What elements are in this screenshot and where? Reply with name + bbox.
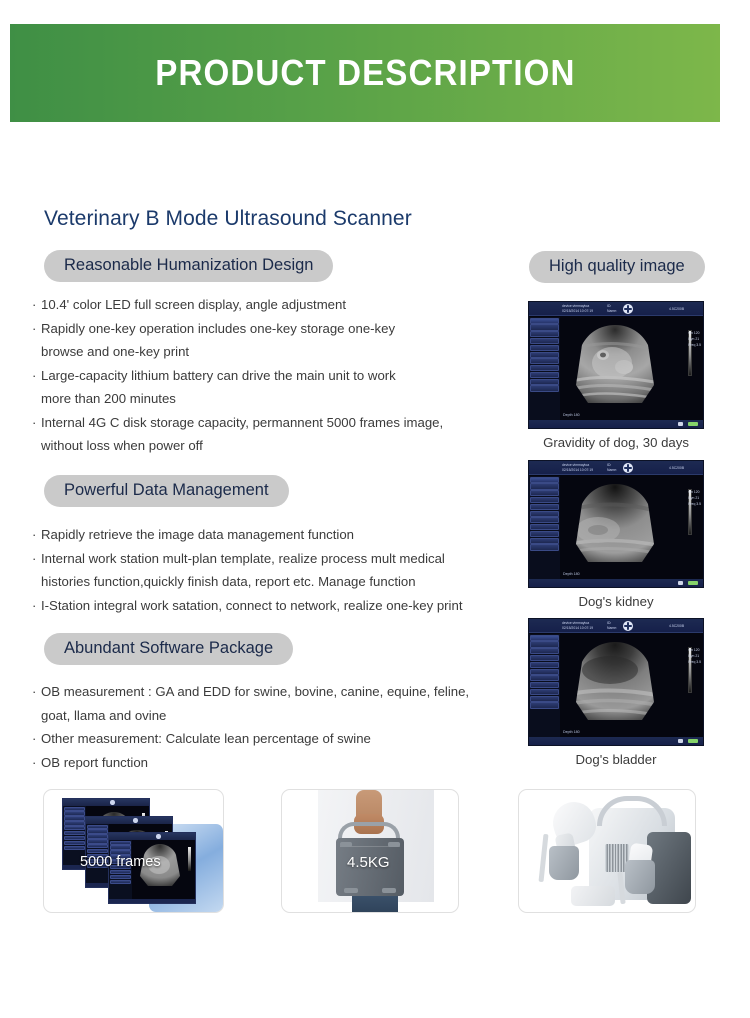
menu-row[interactable] [110, 875, 131, 879]
menu-row[interactable] [87, 834, 108, 838]
storage-frames-card [43, 789, 224, 913]
menu-row[interactable] [64, 826, 85, 830]
datetime-text: 02/15/2014 10:07:19 [562, 468, 594, 472]
probe-holder-left [549, 846, 579, 880]
bullet-marker: · [32, 320, 37, 336]
ultrasound-scan-image [560, 478, 670, 574]
grayscale-bar [188, 847, 191, 871]
menu-row[interactable] [530, 504, 559, 510]
depth-label: Depth 180 [563, 572, 580, 576]
menu-row[interactable] [530, 702, 559, 708]
menu-row[interactable] [530, 689, 559, 695]
bullet-text-cont: more than 200 minutes [41, 391, 176, 406]
product-title: Veterinary B Mode Ultrasound Scanner [44, 207, 412, 230]
bullet-item [32, 727, 502, 751]
bullet-text: Rapidly one-key operation includes one-key storage one-key [41, 320, 396, 336]
menu-row[interactable] [530, 682, 559, 688]
bullet-text-cont: browse and one-key print [41, 344, 190, 359]
bullet-marker: · [32, 731, 37, 746]
patient-id-text: ID: [607, 304, 612, 308]
ultrasound-topbar [529, 461, 703, 475]
gallery-heading [529, 251, 705, 283]
ultrasound-menu-sidebar [529, 317, 560, 420]
probe-holder-right [625, 860, 655, 894]
bullet-list-data-management [32, 523, 502, 617]
menu-row-header[interactable] [530, 477, 559, 483]
bullet-text-cont: without loss when power off [41, 438, 203, 453]
param-frequency: Freq 3.5 [688, 502, 701, 506]
menu-row[interactable] [64, 807, 85, 811]
menu-row[interactable] [530, 641, 559, 647]
scan-parameters [688, 489, 701, 507]
device-name-text: device:vimmaytoa [562, 304, 590, 308]
ultrasound-statusbar [529, 420, 703, 428]
mini-topbar [109, 833, 195, 840]
bullet-item [32, 680, 502, 727]
menu-row[interactable] [87, 829, 108, 833]
menu-row[interactable] [87, 839, 108, 843]
param-frequency: Freq 3.5 [688, 343, 701, 347]
probe-cable-left [539, 834, 549, 882]
menu-row[interactable] [530, 669, 559, 675]
bullet-marker: · [32, 367, 37, 383]
gallery-item-kidney [528, 460, 704, 609]
bullet-marker: · [32, 684, 37, 699]
ultrasound-statusbar [529, 579, 703, 587]
battery-icon [688, 422, 698, 426]
menu-row[interactable] [530, 490, 559, 496]
menu-row[interactable] [110, 845, 131, 849]
case-foot-left [344, 888, 358, 893]
gallery-item-bladder [528, 618, 704, 767]
manufacturer-logo-icon [133, 818, 138, 823]
status-indicator-icon [678, 739, 683, 743]
menu-row[interactable] [530, 352, 559, 358]
bullet-text: Internal work station mult-plan template, realize process mult medical [41, 550, 445, 566]
probe-model-text: 4.5C200B [669, 307, 685, 311]
mini-topbar [86, 817, 172, 824]
bullet-text: Large-capacity lithium battery can drive the main unit to work [41, 367, 396, 383]
gallery-pill-label: High quality image [529, 251, 705, 283]
status-indicator-icon [678, 581, 683, 585]
section-pill-label: Powerful Data Management [44, 475, 289, 507]
menu-row[interactable] [530, 385, 559, 391]
datetime-text: 02/15/2014 10:07:19 [562, 309, 594, 313]
menu-row[interactable] [64, 821, 85, 825]
menu-row[interactable] [530, 379, 559, 385]
menu-row[interactable] [530, 483, 559, 489]
machine-carry-handle [597, 796, 667, 826]
bullet-text-cont: histories function,quickly finish data, report etc. Manage function [41, 574, 416, 589]
menu-row[interactable] [110, 870, 131, 874]
ultrasound-screenshot [528, 460, 704, 588]
bullet-item [32, 547, 502, 594]
section-pill-label: Abundant Software Package [44, 633, 293, 665]
status-indicator-icon [678, 422, 683, 426]
mini-topbar [63, 799, 149, 806]
page-header-banner [10, 24, 720, 122]
ultrasound-scan-image [560, 636, 670, 732]
param-dynamic-range: Dyn 21 [688, 337, 700, 341]
menu-row[interactable] [530, 497, 559, 503]
menu-row[interactable] [64, 811, 85, 815]
manufacturer-logo-icon [156, 834, 161, 839]
manufacturer-logo-icon [623, 463, 633, 473]
menu-row[interactable] [530, 531, 559, 537]
menu-row[interactable] [530, 517, 559, 523]
param-gain: Gn 120 [688, 490, 700, 494]
bullet-list-software-package [32, 680, 502, 774]
menu-row[interactable] [64, 831, 85, 835]
param-dynamic-range: Dyn 21 [688, 496, 700, 500]
menu-row[interactable] [530, 524, 559, 530]
bullet-text: OB measurement : GA and EDD for swine, bovine, canine, equine, feline, [41, 684, 470, 699]
bullet-text: Rapidly retrieve the image data management function [41, 527, 355, 542]
case-foot-right [382, 888, 396, 893]
gallery-caption: Dog's bladder [575, 752, 657, 767]
menu-row-header[interactable] [530, 635, 559, 641]
patient-name-text: Name: [607, 468, 617, 472]
section-heading-humanization [44, 250, 333, 282]
menu-row[interactable] [530, 648, 559, 654]
menu-row[interactable] [87, 849, 108, 853]
device-name-text: device:vimmaytoa [562, 463, 590, 467]
bullet-item [32, 594, 502, 618]
ultrasound-screenshot [528, 301, 704, 429]
scan-parameters [688, 330, 701, 348]
probes-card [518, 789, 696, 913]
menu-row[interactable] [64, 846, 85, 850]
manufacturer-logo-icon [110, 800, 115, 805]
menu-row[interactable] [64, 816, 85, 820]
menu-row[interactable] [530, 345, 559, 351]
param-gain: Gn 120 [688, 648, 700, 652]
probe-model-text: 4.5C200B [669, 466, 685, 470]
menu-row[interactable] [530, 338, 559, 344]
frames-count-label: 5000 frames [80, 854, 161, 870]
bullet-item [32, 317, 502, 364]
param-dynamic-range: Dyn 21 [688, 654, 700, 658]
ultrasound-menu-sidebar [529, 476, 560, 579]
param-frequency: Freq 3.5 [688, 660, 701, 664]
menu-row[interactable] [530, 331, 559, 337]
menu-row[interactable] [87, 844, 108, 848]
gallery-caption: Dog's kidney [578, 594, 654, 609]
menu-row[interactable] [530, 358, 559, 364]
menu-row[interactable] [530, 675, 559, 681]
menu-row[interactable] [110, 841, 131, 845]
case-latch-right [388, 842, 400, 847]
manufacturer-logo-icon [623, 621, 633, 631]
bullet-text: 10.4' color LED full screen display, angle adjustment [41, 297, 347, 312]
bullet-text-cont: goat, llama and ovine [41, 707, 167, 723]
menu-row[interactable] [530, 696, 559, 702]
device-name-text: device:vimmaytoa [562, 621, 590, 625]
menu-row-header[interactable] [530, 318, 559, 324]
bullet-text: OB report function [41, 754, 149, 770]
bullet-marker: · [32, 550, 37, 566]
depth-label: Depth 180 [563, 413, 580, 417]
patient-name-text: Name: [607, 626, 617, 630]
case-latch-left [340, 842, 352, 847]
bullet-text: Internal 4G C disk storage capacity, permannent 5000 frames image, [41, 414, 444, 430]
menu-row[interactable] [530, 538, 559, 544]
param-gain: Gn 120 [688, 331, 700, 335]
section-heading-data-management [44, 475, 289, 507]
menu-row[interactable] [64, 836, 85, 840]
battery-icon [688, 581, 698, 585]
menu-row[interactable] [87, 825, 108, 829]
bullet-item [32, 523, 502, 547]
datetime-text: 02/15/2014 10:07:19 [562, 626, 594, 630]
menu-row[interactable] [530, 324, 559, 330]
bullet-marker: · [32, 597, 37, 613]
bullet-item [32, 293, 502, 317]
portable-weight-card [281, 789, 459, 913]
menu-row[interactable] [110, 880, 131, 884]
patient-id-text: ID: [607, 463, 612, 467]
probe-model-text: 4.5C200B [669, 624, 685, 628]
ultrasound-screenshot [528, 618, 704, 746]
manufacturer-logo-icon [623, 304, 633, 314]
bullet-marker: · [32, 527, 37, 542]
bullet-item [32, 411, 502, 458]
bullet-marker: · [32, 414, 37, 430]
bullet-item [32, 751, 502, 775]
menu-row[interactable] [530, 372, 559, 378]
probe-resting-body [571, 886, 615, 906]
section-heading-software-package [44, 633, 293, 665]
bullet-item [32, 364, 502, 411]
depth-label: Depth 180 [563, 730, 580, 734]
patient-name-text: Name: [607, 309, 617, 313]
bullet-marker: · [32, 754, 37, 770]
page-title: PRODUCT DESCRIPTION [154, 52, 576, 93]
menu-row[interactable] [530, 662, 559, 668]
menu-row[interactable] [530, 544, 559, 550]
menu-row[interactable] [530, 655, 559, 661]
menu-row[interactable] [530, 365, 559, 371]
ultrasound-topbar [529, 619, 703, 633]
scan-parameters [688, 647, 701, 665]
gallery-item-gravidity [528, 301, 704, 450]
menu-row[interactable] [64, 841, 85, 845]
bullet-marker: · [32, 297, 37, 312]
section-pill-label: Reasonable Humanization Design [44, 250, 333, 282]
battery-icon [688, 739, 698, 743]
bullet-text: I-Station integral work satation, connect to network, realize one-key print [41, 597, 463, 613]
menu-row[interactable] [530, 511, 559, 517]
patient-id-text: ID: [607, 621, 612, 625]
bullet-list-humanization [32, 293, 502, 458]
bullet-text: Other measurement: Calculate lean percentage of swine [41, 731, 371, 746]
ultrasound-menu-sidebar [529, 634, 560, 737]
ultrasound-scan-image [560, 319, 670, 415]
mini-statusbar [109, 899, 195, 903]
ultrasound-topbar [529, 302, 703, 316]
ultrasound-statusbar [529, 737, 703, 745]
weight-label: 4.5KG [347, 854, 390, 871]
gallery-caption: Gravidity of dog, 30 days [543, 435, 689, 450]
